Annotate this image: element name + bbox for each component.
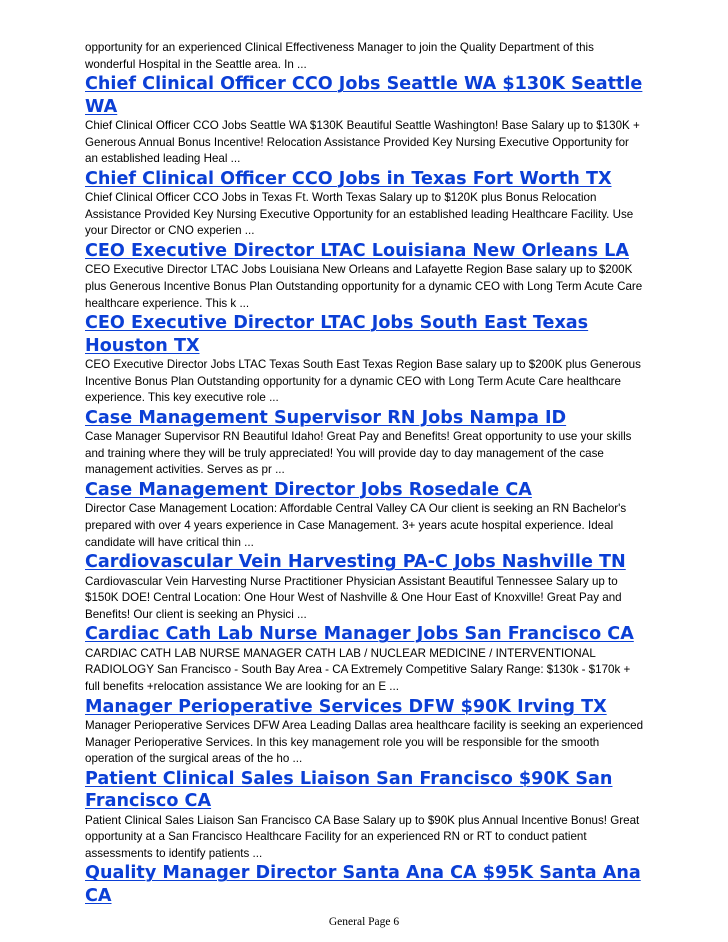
job-snippet: CARDIAC CATH LAB NURSE MANAGER CATH LAB / NUCLEAR MEDICINE / INTERVENTIONAL RADIOLOGY San Francisco - South Bay Area - CA Extremely Competitive Salary Range: $130k - $170k + full benefits +relocation assistance We are looking for an E ... [85,646,631,693]
job-listing [85,623,645,695]
job-listing [85,479,645,551]
job-listing [85,73,645,168]
job-listing [85,168,645,240]
intro-snippet: opportunity for an experienced Clinical Effectiveness Manager to join the Quality Department of this wonderful Hospital in the Seattle area. In ... [85,41,594,71]
job-listing [85,407,645,479]
job-snippet: Chief Clinical Officer CCO Jobs in Texas Ft. Worth Texas Salary up to $120K plus Bonus Relocation Assistance Provided Key Nursing Executive Opportunity for an established leading Healthcare Facility. Use your Director or CNO experien ... [85,191,634,238]
job-listing [85,862,645,907]
job-title-link[interactable]: Case Management Supervisor RN Jobs Nampa ID [85,407,567,428]
job-snippet: Chief Clinical Officer CCO Jobs Seattle WA $130K Beautiful Seattle Washington! Base Salary up to $130K + Generous Annual Bonus Incentive! Relocation Assistance Provided Key Nursing Executive Opportunity for an established leading Heal ... [85,119,640,166]
job-title-link[interactable]: Cardiovascular Vein Harvesting PA-C Jobs Nashville TN [85,552,626,573]
job-snippet: Patient Clinical Sales Liaison San Francisco CA Base Salary up to $90K plus Annual Incentive Bonus! Great opportunity at a San Francisco Healthcare Facility for an experienced RN or RT to conduct patient assessments to identify patients ... [85,813,640,860]
job-title-link[interactable]: Chief Clinical Officer CCO Jobs Seattle WA $130K Seattle WA [85,74,643,117]
page-footer: General Page 6 [328,916,400,928]
job-listing [85,696,645,768]
job-snippet: CEO Executive Director LTAC Jobs Louisiana New Orleans and Lafayette Region Base salary up to $200K plus Generous Incentive Bonus Plan Outstanding opportunity for a dynamic CEO with Long Term Acute Care healthcare experience. This k ... [85,263,643,310]
job-title-link[interactable]: Case Management Director Jobs Rosedale CA [85,479,532,500]
job-listing [85,240,645,312]
job-title-link[interactable]: Cardiac Cath Lab Nurse Manager Jobs San Francisco CA [85,624,634,645]
job-title-link[interactable]: Chief Clinical Officer CCO Jobs in Texas Fort Worth TX [85,168,612,189]
job-title-link[interactable]: CEO Executive Director LTAC Jobs South East Texas Houston TX [85,313,589,356]
job-title-link[interactable]: Manager Perioperative Services DFW $90K Irving TX [85,696,607,717]
job-listing [85,551,645,623]
job-title-link[interactable]: Quality Manager Director Santa Ana CA $95K Santa Ana CA [85,863,641,906]
job-title-link[interactable]: Patient Clinical Sales Liaison San Francisco $90K San Francisco CA [85,768,613,812]
job-snippet: Case Manager Supervisor RN Beautiful Idaho! Great Pay and Benefits! Great opportunity to use your skills and training where they will be truly appreciated! You will provide day to day management of the case management activities. Serves as pr ... [85,430,632,477]
job-snippet: Director Case Management Location: Affordable Central Valley CA Our client is seeking an RN Bachelor's prepared with over 4 years experience in Case Management. 3+ years acute hospital experience. Ideal candidate will have critical thin ... [85,502,627,549]
job-listing [85,312,645,407]
job-title-link[interactable]: CEO Executive Director LTAC Louisiana New Orleans LA [85,240,629,261]
job-snippet: Cardiovascular Vein Harvesting Nurse Practitioner Physician Assistant Beautiful Tennessee Salary up to $150K DOE! Central Location: One Hour West of Nashville & One Hour East of Knoxville! Great Pay and Benefits! Our client is seeking an Physici ... [85,574,622,621]
job-snippet: Manager Perioperative Services DFW Area Leading Dallas area healthcare facility is seeking an experienced Manager Perioperative Services. In this key management role you will be responsible for the smooth operation of the surgical areas of the ho ... [85,718,644,766]
document-page [85,40,645,907]
job-listing [85,768,645,863]
job-snippet: CEO Executive Director Jobs LTAC Texas South East Texas Region Base salary up to $200K plus Generous Incentive Bonus Plan Outstanding opportunity for a dynamic CEO with Long Term Acute Care healthcare experience. This key executive role ... [85,357,641,405]
